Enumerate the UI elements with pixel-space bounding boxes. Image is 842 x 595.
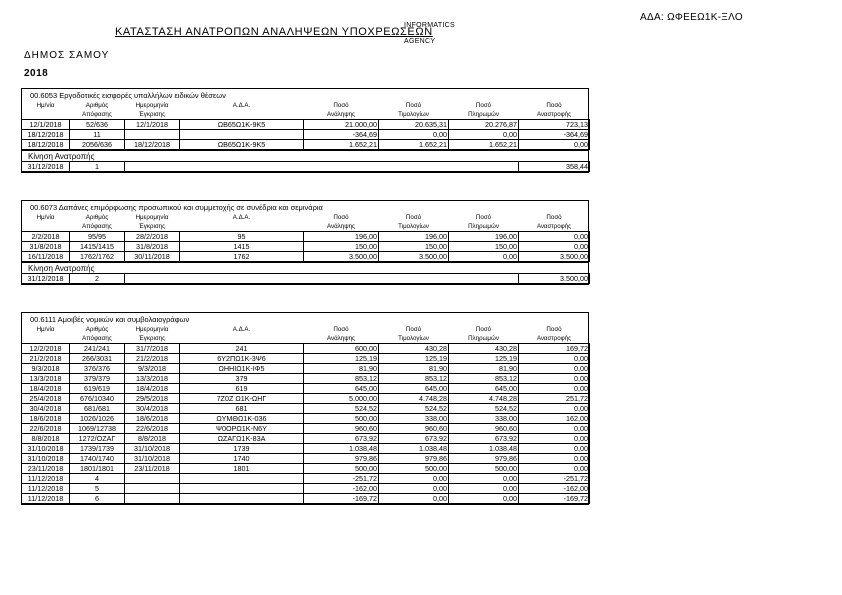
table-cell: 1740 [180,454,304,464]
table-cell: ΩΗΗΙΩ1Κ-ΙΦ5 [180,364,304,374]
table-cell: 31/8/2018 [125,242,180,252]
table-cell: 125,19 [449,354,519,364]
movement-date: 31/12/2018 [22,162,70,172]
table-row [22,120,590,130]
table-cell [180,494,304,504]
table-cell: 1415 [180,242,304,252]
col-header-commitment: Ποσό [333,325,349,333]
table-cell [125,494,180,504]
table-cell: 0,00 [379,494,449,504]
table-cell: 0,00 [519,364,590,374]
table-cell: 11/12/2018 [22,484,70,494]
table-cell: 12/1/2018 [125,120,180,130]
table-cell: 0,00 [519,434,590,444]
col-header-ada: Α.Δ.Α. [232,325,251,333]
table-cell: 13/3/2018 [22,374,70,384]
table-cell: 524,52 [304,404,379,414]
table-cell: 0,00 [379,484,449,494]
table-cell: 0,00 [519,232,590,242]
table-cell [180,484,304,494]
table-cell: 379/379 [70,374,125,384]
table-cell: 3.500,00 [379,252,449,262]
table-cell: 125,19 [379,354,449,364]
col-header-reversal: Ποσό [546,101,562,109]
year-label: 2018 [24,68,49,79]
table-cell: 645,00 [379,384,449,394]
table-cell: 12/1/2018 [22,120,70,130]
movement-value: 3.500,00 [519,274,590,284]
table-cell: -364,69 [304,130,379,140]
table-cell: 1272/ΟΖΑΓ [70,434,125,444]
table-cell: 430,28 [379,344,449,354]
col-header-date-sub [22,334,70,344]
table-cell: 196,00 [449,232,519,242]
table-cell: 18/6/2018 [125,414,180,424]
table-cell: 338,00 [449,414,519,424]
table-row [22,394,590,404]
table-cell: 150,00 [449,242,519,252]
table-cell: 645,00 [304,384,379,394]
table-cell: 266/3031 [70,354,125,364]
table-cell: -364,69 [519,130,590,140]
table-cell: 0,00 [519,454,590,464]
table-cell: 979,86 [304,454,379,464]
table-cell: 0,00 [449,130,519,140]
table-row [22,130,590,140]
table-cell: 150,00 [304,242,379,252]
table-cell: ΩΥΜΘΩ1Κ-036 [180,414,304,424]
table-cell: 1.652,21 [449,140,519,150]
section-title: 00.6053 Εργοδοτικές εισφορές υπαλλήλων ειδικών θέσεων [30,91,226,100]
col-header-payments-sub: Πληρωμών [449,110,519,120]
col-header-reversal-sub: Αναστροφής [519,110,590,120]
table-cell: 30/4/2018 [22,404,70,414]
table-cell: Ψ0ΟΡΩ1Κ-Ν6Υ [180,424,304,434]
table-cell: 6Υ2ΠΩ1Κ-3Ψ6 [180,354,304,364]
table-cell: 500,00 [449,464,519,474]
page-title: ΚΑΤΑΣΤΑΣΗ ΑΝΑΤΡΟΠΩΝ ΑΝΑΛΗΨΕΩΝ ΥΠΟΧΡΕΩΣΕΩΝ [115,26,433,38]
table-cell: 0,00 [519,444,590,454]
table-cell [180,474,304,484]
table-cell: -251,72 [304,474,379,484]
table-cell: 1739/1739 [70,444,125,454]
table-cell: 4.748,28 [449,394,519,404]
table-cell: 31/10/2018 [22,454,70,464]
table-row [22,484,590,494]
table-cell: 21/2/2018 [125,354,180,364]
table-cell: 18/12/2018 [22,130,70,140]
table-cell: 22/6/2018 [125,424,180,434]
col-header-invoices: Ποσό [405,213,422,221]
table-cell: 960,60 [379,424,449,434]
table-cell: -162,00 [519,484,590,494]
col-header-approval-date-sub: Έγκρισης [125,110,180,120]
table-cell: -251,72 [519,474,590,484]
col-header-date: Ημ/νία [36,325,55,333]
movement-value: 358,44 [519,162,590,172]
budget-section [21,88,589,173]
ada-code: ΑΔΑ: ΩΦΕΕΩ1Κ-ΞΛΟ [640,12,743,23]
col-header-ada-sub [180,110,304,120]
table-cell: 11/12/2018 [22,474,70,484]
table-cell: 22/6/2018 [22,424,70,434]
table-cell: 12/2/2018 [22,344,70,354]
table-cell: 31/10/2018 [125,454,180,464]
col-header-date: Ημ/νία [36,213,55,221]
table-cell: 376/376 [70,364,125,374]
table-cell: 524,52 [449,404,519,414]
col-header-commitment-sub: Ανάληψης [304,222,379,232]
movement-blank [125,162,519,172]
table-cell: 853,12 [449,374,519,384]
movement-table [21,161,590,172]
table-cell: 1069/12738 [70,424,125,434]
col-header-reversal-sub: Αναστροφής [519,334,590,344]
table-cell: 0,00 [519,242,590,252]
table-cell: 6 [70,494,125,504]
table-cell: 1.652,21 [304,140,379,150]
table-cell: 0,00 [519,404,590,414]
table-cell: 3.500,00 [304,252,379,262]
table-cell: 21/2/2018 [22,354,70,364]
movement-row [22,162,590,172]
table-cell: 979,86 [379,454,449,464]
movement-date: 31/12/2018 [22,274,70,284]
table-cell: 645,00 [449,384,519,394]
col-header-date-sub [22,110,70,120]
table-cell: 1026/1026 [70,414,125,424]
table-cell: 673,92 [379,434,449,444]
table-row [22,232,590,242]
section-table [21,213,590,262]
col-header-ada: Α.Δ.Α. [232,101,251,109]
table-cell: 0,00 [449,474,519,484]
table-cell: 1801/1801 [70,464,125,474]
table-cell: 13/3/2018 [125,374,180,384]
table-cell: 30/11/2018 [125,252,180,262]
col-header-commitment-sub: Ανάληψης [304,110,379,120]
table-cell: 853,12 [304,374,379,384]
table-cell: 25/4/2018 [22,394,70,404]
table-row [22,140,590,150]
table-cell: 9/3/2018 [22,364,70,374]
movement-number: 2 [70,274,125,284]
table-cell: 619 [180,384,304,394]
col-header-reversal: Ποσό [546,325,562,333]
table-cell: 18/12/2018 [22,140,70,150]
table-row [22,354,590,364]
col-header-reversal-sub: Αναστροφής [519,222,590,232]
table-cell: 338,00 [379,414,449,424]
table-cell: 2/2/2018 [22,232,70,242]
table-cell: 3.500,00 [519,252,590,262]
table-row [22,242,590,252]
table-cell: 31/10/2018 [125,444,180,454]
col-header-date: Ημ/νία [36,101,55,109]
col-header-number: Αριθμός [85,325,109,333]
table-cell: 95/95 [70,232,125,242]
table-cell: 1739 [180,444,304,454]
table-cell: 500,00 [304,464,379,474]
table-cell [125,484,180,494]
logo-subtext: AGENCY [404,38,436,45]
table-cell: 1.038,48 [304,444,379,454]
movement-blank [125,274,519,284]
table-cell: 1762 [180,252,304,262]
table-cell: 30/4/2018 [125,404,180,414]
table-row [22,434,590,444]
table-cell: 169,72 [519,344,590,354]
table-cell: 0,00 [519,464,590,474]
table-cell: 0,00 [449,252,519,262]
col-header-date-sub [22,222,70,232]
table-cell: -169,72 [519,494,590,504]
table-cell: 1.038,48 [449,444,519,454]
table-row [22,494,590,504]
table-cell: 1.652,21 [379,140,449,150]
col-header-commitment-sub: Ανάληψης [304,334,379,344]
table-cell: 31/8/2018 [22,242,70,252]
table-cell: 150,00 [379,242,449,252]
col-header-ada-sub [180,222,304,232]
table-cell: 681 [180,404,304,414]
table-cell: 1740/1740 [70,454,125,464]
movement-label: Κίνηση Ανατροπής [22,150,588,162]
table-cell: 8/8/2018 [125,434,180,444]
table-row [22,414,590,424]
col-header-payments-sub: Πληρωμών [449,334,519,344]
table-cell: 0,00 [519,384,590,394]
table-cell: 20.276,87 [449,120,519,130]
col-header-ada-sub [180,334,304,344]
table-cell: 853,12 [379,374,449,384]
col-header-commitment: Ποσό [333,101,349,109]
table-cell [125,474,180,484]
table-cell: 676/10340 [70,394,125,404]
table-cell: 1762/1762 [70,252,125,262]
table-cell: 11 [70,130,125,140]
col-header-payments: Ποσό [475,213,492,221]
table-cell: 500,00 [379,464,449,474]
col-header-approval-date-sub: Έγκρισης [125,334,180,344]
table-row [22,474,590,484]
table-cell: 430,28 [449,344,519,354]
table-row [22,252,590,262]
table-cell: 52/636 [70,120,125,130]
budget-section [21,200,589,285]
col-header-payments: Ποσό [475,101,492,109]
col-header-invoices-sub: Τιμολογίων [379,110,449,120]
table-cell: 9/3/2018 [125,364,180,374]
table-cell: 125,19 [304,354,379,364]
table-cell: 0,00 [519,140,590,150]
table-cell: 81,90 [379,364,449,374]
col-header-invoices-sub: Τιμολογίων [379,334,449,344]
col-header-reversal: Ποσό [546,213,562,221]
table-cell: 31/7/2018 [125,344,180,354]
budget-section [21,312,589,505]
table-cell [125,130,180,140]
col-header-invoices-sub: Τιμολογίων [379,222,449,232]
col-header-number-sub: Απόφασης [70,110,125,120]
col-header-invoices: Ποσό [405,101,422,109]
table-cell: 11/12/2018 [22,494,70,504]
table-row [22,444,590,454]
table-cell: 31/10/2018 [22,444,70,454]
table-cell: 16/11/2018 [22,252,70,262]
table-cell: 7Ζ0Ζ Ω1Κ-ΩΗΓ [180,394,304,404]
col-header-number-sub: Απόφασης [70,334,125,344]
table-cell: 673,92 [304,434,379,444]
table-cell: 2056/636 [70,140,125,150]
table-cell: 241 [180,344,304,354]
table-cell: 1415/1415 [70,242,125,252]
table-cell: 241/241 [70,344,125,354]
table-cell: 960,60 [449,424,519,434]
table-cell: 81,90 [449,364,519,374]
table-row [22,454,590,464]
table-row [22,384,590,394]
table-cell: 979,86 [449,454,519,464]
table-cell: 8/8/2018 [22,434,70,444]
table-cell: 95 [180,232,304,242]
col-header-approval-date: Ημερομηνία [135,213,169,221]
table-cell: 196,00 [379,232,449,242]
table-cell: 23/11/2018 [22,464,70,474]
table-cell: 196,00 [304,232,379,242]
col-header-ada: Α.Δ.Α. [232,213,251,221]
table-cell: 251,72 [519,394,590,404]
table-row [22,464,590,474]
table-cell: 379 [180,374,304,384]
table-cell: 1801 [180,464,304,474]
table-cell: 5 [70,484,125,494]
movement-table [21,273,590,284]
table-row [22,424,590,434]
section-table [21,325,590,504]
table-cell: ΩΖΑΓΩ1Κ-83Α [180,434,304,444]
col-header-payments: Ποσό [475,325,492,333]
table-cell: 18/4/2018 [22,384,70,394]
table-cell: ΩΒ65Ω1Κ-9Κ5 [180,120,304,130]
table-cell: 20.635,31 [379,120,449,130]
municipality-name: ΔΗΜΟΣ ΣΑΜΟΥ [24,50,110,61]
movement-row [22,274,590,284]
table-cell: 673,92 [449,434,519,444]
table-cell: 29/5/2018 [125,394,180,404]
table-cell: 18/12/2018 [125,140,180,150]
section-title: 00.6073 Δαπάνες επιμόρφωσης προσωπικού και συμμετοχής σε συνέδρια και σεμινάρια [30,203,323,212]
table-cell: 1.038,48 [379,444,449,454]
col-header-number: Αριθμός [85,213,109,221]
table-cell: 0,00 [519,354,590,364]
table-row [22,404,590,414]
table-cell: 681/681 [70,404,125,414]
table-cell [180,130,304,140]
section-table [21,101,590,150]
col-header-number: Αριθμός [85,101,109,109]
table-cell: 0,00 [519,424,590,434]
table-cell: 18/4/2018 [125,384,180,394]
col-header-approval-date: Ημερομηνία [135,101,169,109]
table-cell: 21.000,00 [304,120,379,130]
table-cell: 600,00 [304,344,379,354]
table-cell: 28/2/2018 [125,232,180,242]
table-cell: ΩΒ65Ω1Κ-9Κ5 [180,140,304,150]
col-header-approval-date: Ημερομηνία [135,325,169,333]
table-row [22,374,590,384]
table-cell: 524,52 [379,404,449,414]
table-cell: 0,00 [379,474,449,484]
table-cell: 619/619 [70,384,125,394]
section-title: 00.6111 Αμοιβές νομικών και συμβολαιογράφων [30,315,190,324]
table-cell: 960,60 [304,424,379,434]
table-cell: 18/6/2018 [22,414,70,424]
col-header-number-sub: Απόφασης [70,222,125,232]
table-cell: 4.748,28 [379,394,449,404]
table-row [22,344,590,354]
table-row [22,364,590,374]
table-cell: 81,90 [304,364,379,374]
col-header-payments-sub: Πληρωμών [449,222,519,232]
table-cell: -162,00 [304,484,379,494]
movement-label: Κίνηση Ανατροπής [22,262,588,274]
table-cell: 723,13 [519,120,590,130]
table-cell: 5.000,00 [304,394,379,404]
col-header-approval-date-sub: Έγκρισης [125,222,180,232]
table-cell: 162,00 [519,414,590,424]
table-cell: 0,00 [449,484,519,494]
table-cell: 500,00 [304,414,379,424]
col-header-invoices: Ποσό [405,325,422,333]
table-cell: 23/11/2018 [125,464,180,474]
col-header-commitment: Ποσό [333,213,349,221]
table-cell: 0,00 [449,494,519,504]
table-cell: -169,72 [304,494,379,504]
table-cell: 0,00 [519,374,590,384]
movement-number: 1 [70,162,125,172]
table-cell: 4 [70,474,125,484]
logo-text: INFORMATICS [404,22,456,29]
table-cell: 0,00 [379,130,449,140]
